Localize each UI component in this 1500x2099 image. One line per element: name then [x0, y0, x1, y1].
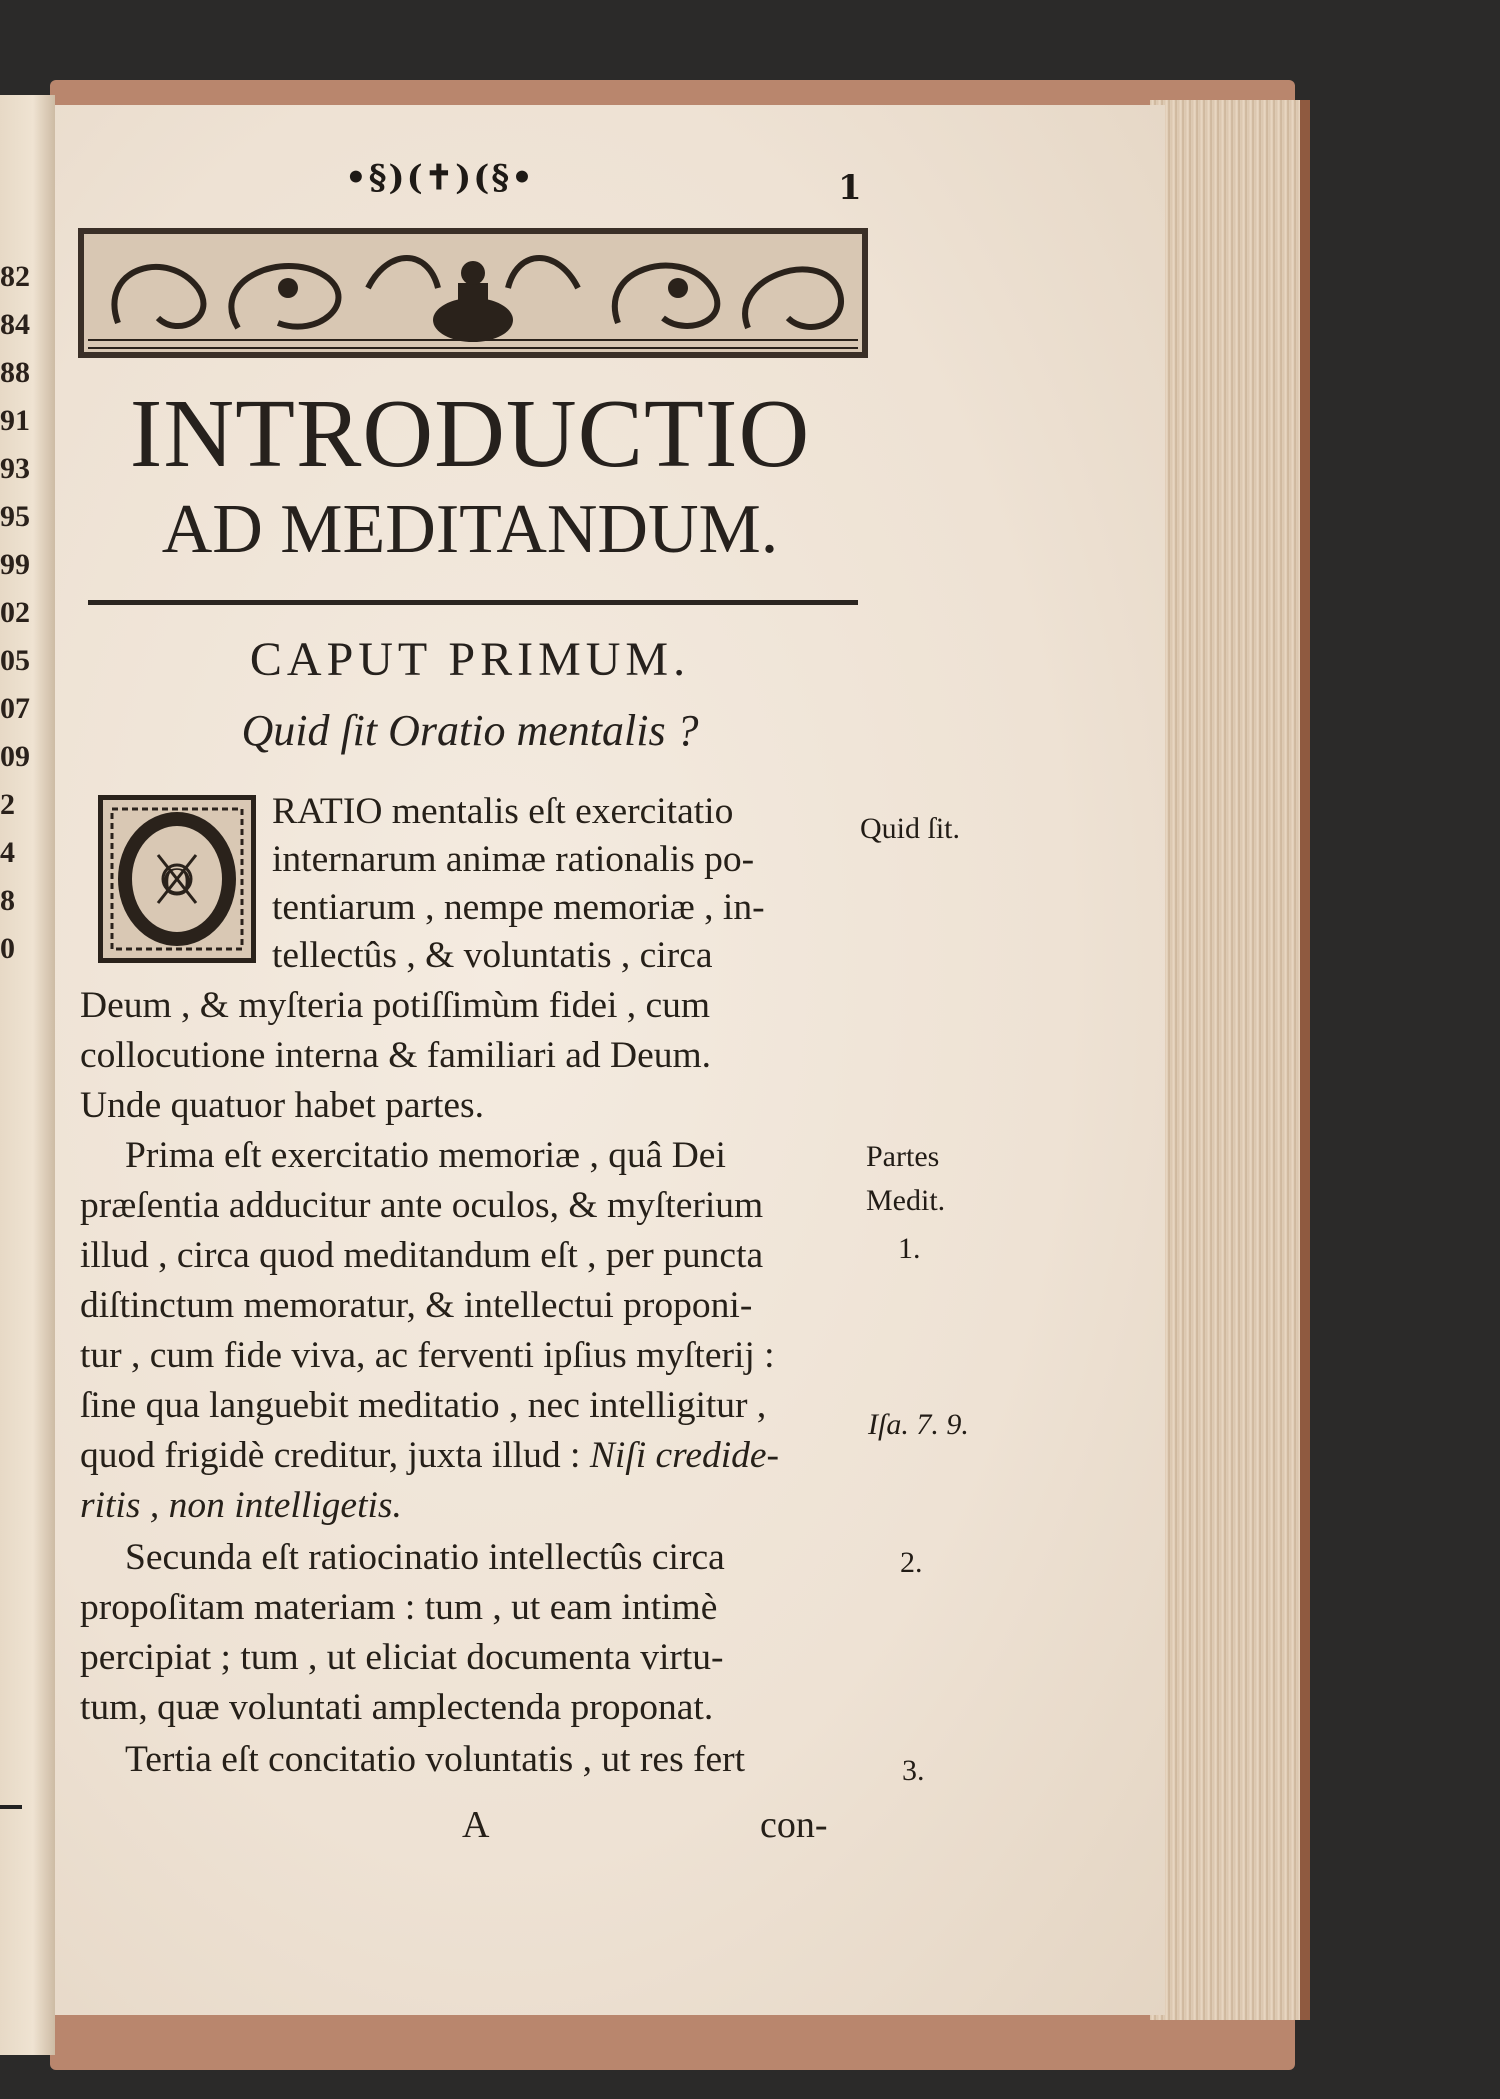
body-line: Secunda eſt ratiocinatio intellectûs circa — [125, 1537, 725, 1578]
body-line: Unde quatuor habet partes. — [80, 1085, 485, 1126]
left-page-number: 95 — [0, 500, 30, 533]
left-page-number: 88 — [0, 356, 30, 389]
body-line: propoſitam materiam : tum , ut eam intimè — [80, 1587, 718, 1628]
body-line: percipiat ; tum , ut eliciat documenta virtu- — [80, 1637, 724, 1678]
page-number: 1 — [838, 168, 862, 208]
left-page-number: 07 — [0, 692, 30, 725]
body-line: Tertia eſt concitatio voluntatis , ut res fert — [125, 1739, 746, 1780]
margin-note-one: 1. — [898, 1232, 921, 1265]
signature-mark: A — [462, 1804, 490, 1846]
left-page-number: 82 — [0, 260, 30, 293]
title-rule — [88, 600, 858, 605]
body-line-text: quod frigidè creditur, juxta illud : — [80, 1435, 590, 1476]
margin-note-quid-sit: Quid ſit. — [860, 812, 961, 845]
page-edges — [1150, 100, 1310, 2020]
left-page-number: 4 — [0, 836, 15, 869]
body-line-italic: Niſi credide- — [589, 1435, 780, 1476]
left-page-number: 91 — [0, 404, 30, 437]
left-page-number: 93 — [0, 452, 30, 485]
body-line: RATIO mentalis eſt exercitatio — [272, 791, 734, 832]
body-line: tellectûs , & voluntatis , circa — [272, 935, 713, 976]
header-ornament: •§)(✝)(§• — [345, 158, 535, 198]
left-page-fragment — [0, 95, 55, 2055]
left-page-number: 2 — [0, 788, 15, 821]
margin-note-partes: Partes — [866, 1140, 940, 1173]
chapter-subtitle: Quid ſit Oratio mentalis ? — [241, 706, 699, 755]
left-page-number: 84 — [0, 308, 30, 341]
left-page-number: 02 — [0, 596, 30, 629]
margin-note-three: 3. — [902, 1754, 925, 1787]
margin-note-isaiah: Iſa. 7. 9. — [868, 1408, 969, 1441]
body-line: tum, quæ voluntati amplectenda proponat. — [80, 1687, 714, 1728]
body-line — [80, 1434, 779, 1477]
margin-note-medit: Medit. — [866, 1184, 946, 1217]
chapter-heading: CAPUT PRIMUM. — [249, 633, 691, 686]
left-page-number: 8 — [0, 884, 15, 917]
body-line: tur , cum fide viva, ac ferventi ipſius myſterij : — [80, 1335, 775, 1376]
title-line-1: INTRODUCTIO — [129, 380, 811, 488]
body-line: tentiarum , nempe memoriæ , in- — [272, 887, 765, 928]
initial-letter: O — [162, 859, 192, 904]
woodcut-headpiece-ornament — [78, 228, 868, 358]
left-page-number: 99 — [0, 548, 30, 581]
left-page-mark — [0, 1805, 22, 1809]
body-line: præſentia adducitur ante oculos, & myſterium — [80, 1185, 764, 1226]
body-line: collocutione interna & familiari ad Deum. — [80, 1035, 712, 1076]
body-line: ſine qua languebit meditatio , nec intelligitur , — [80, 1385, 767, 1426]
left-page-number: 0 — [0, 932, 15, 965]
body-line-italic: ritis , non intelligetis. — [80, 1485, 402, 1526]
body-line: Deum , & myſteria potiſſimùm fidei , cum — [80, 985, 711, 1026]
margin-note-two: 2. — [900, 1546, 923, 1579]
left-page-number: 09 — [0, 740, 30, 773]
body-line: diſtinctum memoratur, & intellectui proponi- — [80, 1285, 753, 1326]
body-line: Prima eſt exercitatio memoriæ , quâ Dei — [125, 1135, 726, 1176]
decorated-initial — [98, 795, 256, 963]
body-line: illud , circa quod meditandum eſt , per puncta — [80, 1235, 764, 1276]
body-line: internarum animæ rationalis po- — [272, 839, 755, 880]
title-line-2: AD MEDITANDUM. — [161, 491, 779, 568]
catchword: con- — [760, 1804, 828, 1846]
left-page-number: 05 — [0, 644, 30, 677]
